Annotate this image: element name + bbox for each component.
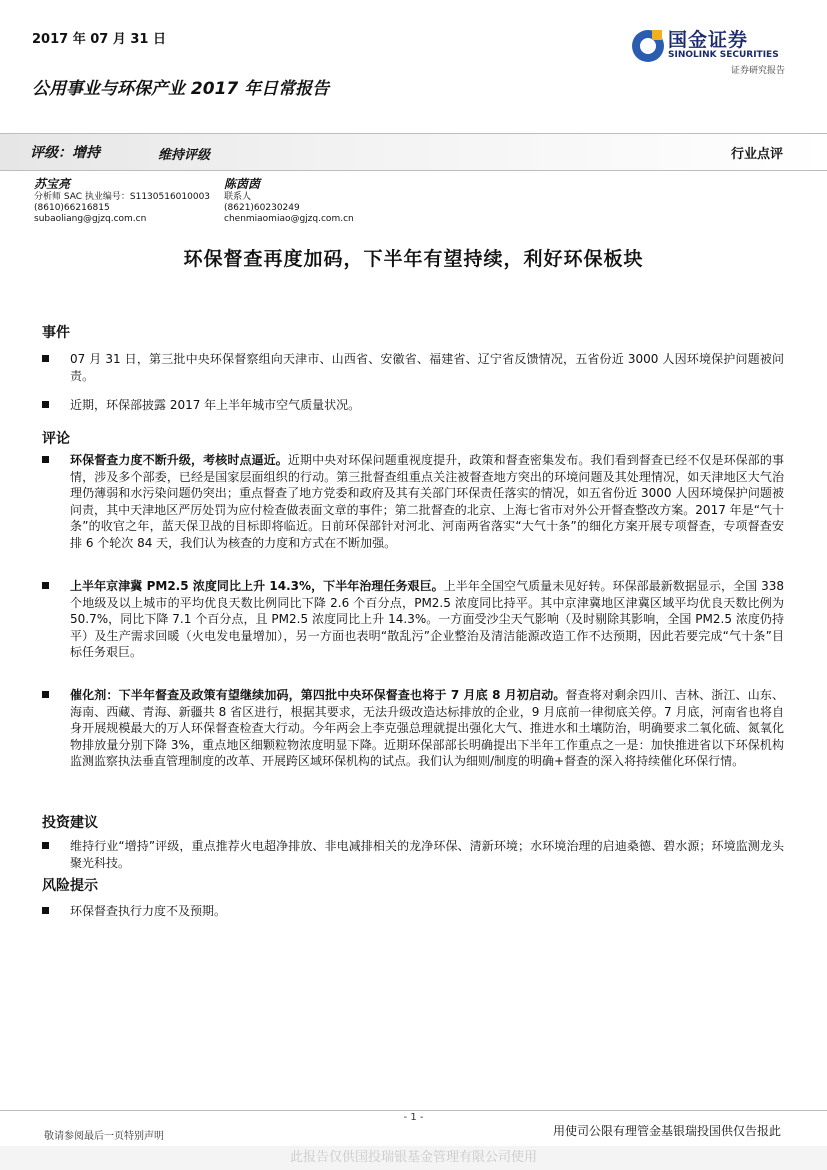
- analyst-1: [34, 176, 210, 225]
- investment-text: 维持行业“增持”评级，重点推荐火电超净排放、非电减排相关的龙净环保、清新环境；水环境治理的启迪桑德、碧水源；环境监测龙头聚光科技。: [70, 839, 784, 870]
- watermark: 此报告仅供国投瑞银基金管理有限公司使用: [0, 1146, 827, 1170]
- analyst-2: [224, 176, 354, 225]
- bullet-square-icon: [42, 401, 49, 408]
- section-title-event: 事件: [42, 325, 70, 341]
- list-item: [42, 578, 784, 661]
- analyst-name: 苏宝亮: [34, 177, 71, 191]
- list-item: [42, 452, 784, 551]
- rating-band: [0, 133, 827, 171]
- bullet-square-icon: [42, 691, 49, 698]
- logo-name-en: SINOLINK SECURITIES: [668, 50, 779, 60]
- analyst-phone: (8610)66216815: [34, 203, 110, 213]
- headline: 环保督查再度加码，下半年有望持续，利好环保板块: [183, 248, 644, 270]
- list-item: [42, 687, 784, 770]
- event-text: 07 月 31 日，第三批中央环保督察组向天津市、山西省、安徽省、福建省、辽宁省反馈情况，五省份近 3000 人因环境保护问题被问责。: [70, 352, 784, 383]
- logo-subtitle: 证券研究报告: [731, 66, 786, 76]
- analyst-cert: 分析师 SAC 执业编号：S1130516010003: [34, 192, 211, 202]
- comment-lead: 环保督查力度不断升级，考核时点逼近。: [70, 453, 288, 467]
- rating-label: 评级：增持: [30, 145, 100, 161]
- report-date: 2017 年 07 月 31 日: [32, 32, 166, 47]
- analyst-role: 联系人: [224, 192, 252, 202]
- report-series-title: 公用事业与环保产业 2017 年日常报告: [32, 79, 330, 99]
- section-title-comment: 评论: [42, 431, 70, 447]
- comment-text: 近期中央对环保问题重视度提升，政策和督查密集发布。我们看到督查已经不仅是环保部的事情，涉及多个部委，已经是国家层面组织的行动。第三批督查组重点关注被督查地方突出的环境问题及其处理情况，如天津地区大气治理仍薄弱和水污染问题仍突出；重点督查了地方党委和政府及其有关部门环保责任落实的情况，如五省份近 3000 人因环境保护问题被问责，其中天津地区严厉处罚为应付检查做表面文章的事件；第二批督查的北京、上海七省市对外公开督查整改方案。2017 年是“气十条”的收官之年，蓝天保卫战的目标即将临近。日前环保部针对河北、河南两省落实“大气十条”的细化方案开展专项督查，专项督查安排 6 个轮次 84 天，我们认为核查的力度和方式在不断加强。: [70, 453, 784, 550]
- footer-usage-note: 用使司公限有理管金基银瑞投国供仅告报此: [552, 1124, 781, 1138]
- comment-lead: 上半年京津冀 PM2.5 浓度同比上升 14.3%，下半年治理任务艰巨。: [70, 579, 444, 593]
- analyst-email: chenmiaomiao@gjzq.com.cn: [224, 214, 354, 224]
- bullet-square-icon: [42, 355, 49, 362]
- list-item: [42, 903, 784, 920]
- section-title-investment: 投资建议: [42, 815, 98, 831]
- analyst-name: 陈茵茵: [224, 177, 261, 191]
- list-item: [42, 351, 784, 384]
- analyst-phone: (8621)60230249: [224, 203, 300, 213]
- section-title-risk: 风险提示: [42, 878, 98, 894]
- logo-icon: [630, 26, 670, 66]
- report-category: 行业点评: [730, 147, 783, 162]
- logo-name-cn: 国金证券: [668, 29, 749, 51]
- page-number: - 1 -: [403, 1112, 424, 1123]
- comment-text: 上半年全国空气质量未见好转。环保部最新数据显示，全国 338 个地级及以上城市的平均优良天数比例同比下降 2.6 个百分点，PM2.5 浓度同比持平。其中京津冀地区津冀区域平均优良天数比例为 50.7%，同比下降 7.1 个百分点，且 PM2.5 浓度同比上升 14.3%。一方面受沙尘天气影响（及时剔除其影响，全国 PM2.5 浓度仍持平）及生产需求回暖（火电发电量增加），另一方面也表明“散乱污”企业整治及清洁能源改造工作不达预期，因此若要完成“气十条”目标任务艰巨。: [70, 579, 784, 659]
- analyst-email: subaoliang@gjzq.com.cn: [34, 214, 147, 224]
- risk-text: 环保督查执行力度不及预期。: [70, 904, 227, 918]
- list-item: [42, 397, 784, 414]
- bullet-square-icon: [42, 582, 49, 589]
- bullet-square-icon: [42, 842, 49, 849]
- footer-disclaimer: 敬请参阅最后一页特别声明: [44, 1131, 164, 1142]
- comment-lead: 催化剂：下半年督查及政策有望继续加码，第四批中央环保督查也将于 7 月底 8 月初启动。: [70, 688, 566, 702]
- bullet-square-icon: [42, 907, 49, 914]
- bullet-square-icon: [42, 456, 49, 463]
- footer-divider: [0, 1110, 827, 1111]
- list-item: [42, 838, 784, 871]
- rating-maintained: 维持评级: [158, 148, 211, 163]
- comment-text: 督查将对剩余四川、吉林、浙江、山东、海南、西藏、青海、新疆共 8 省区进行，根据其要求，无法升级改造达标排放的企业，9 月底前一律彻底关停。7 月底，河南省也将自身开展规模最大的万人环保督查检查大行动。今年两会上李克强总理就提出强化大气、推进水和土壤防治，明确要求二氧化硫、氮氧化物排放量分别下降 3%，重点地区细颗粒物浓度明显下降。近期环保部部长明确提出下半年工作重点之一是：加快推进省以下环保机构监测监察执法垂直管理制度的改革、开展跨区域环保机构的试点。我们认为细则/制度的明确+督查的深入将持续催化环保行情。: [70, 688, 784, 768]
- event-text: 近期，环保部披露 2017 年上半年城市空气质量状况。: [70, 398, 361, 412]
